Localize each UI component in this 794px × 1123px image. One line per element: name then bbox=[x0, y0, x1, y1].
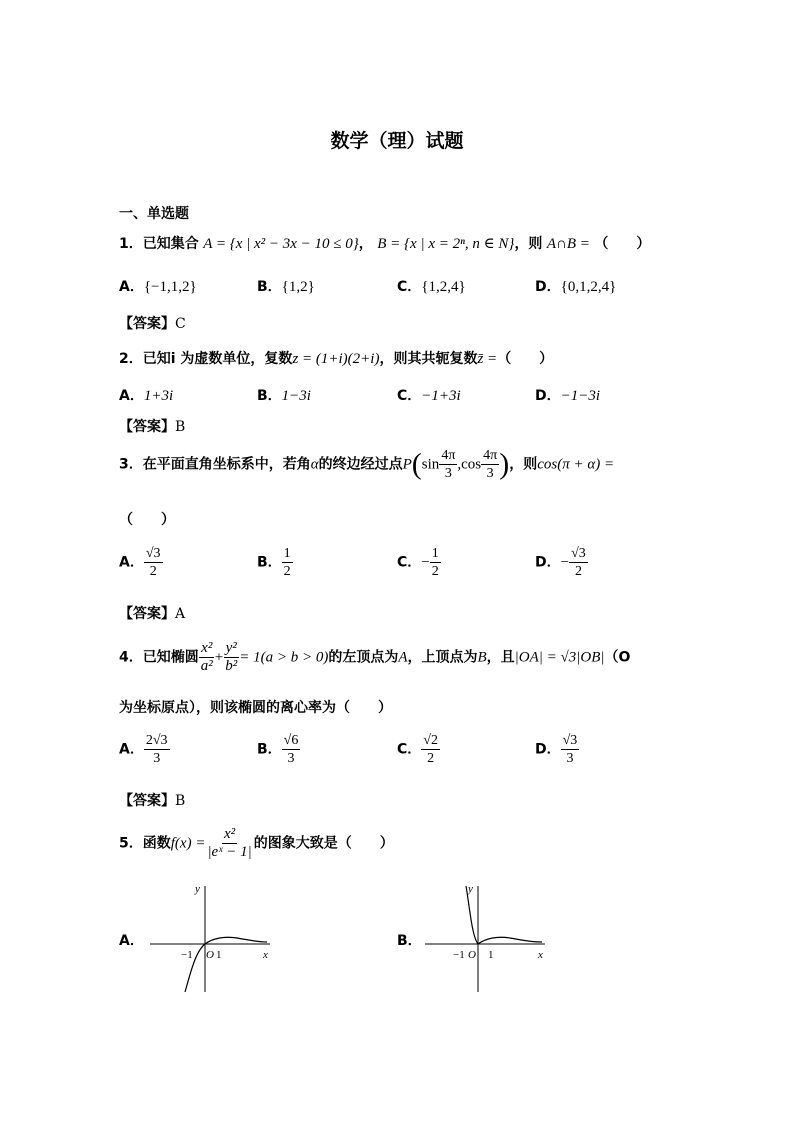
numerator: √2 bbox=[423, 733, 438, 748]
denominator: a² bbox=[200, 658, 213, 674]
point-p: P bbox=[402, 456, 412, 473]
option-d bbox=[535, 385, 600, 405]
section-heading: 一、单选题 bbox=[119, 206, 189, 222]
tick-label-neg1: −1 bbox=[453, 949, 465, 961]
question-text: 为坐标原点），则该椭圆的离心率为（ ） bbox=[119, 700, 392, 716]
denominator: b² bbox=[225, 658, 238, 674]
option-label: D． bbox=[535, 741, 561, 758]
fraction bbox=[199, 640, 215, 675]
numerator: √6 bbox=[283, 733, 299, 748]
option-d bbox=[535, 732, 579, 767]
option-value: −1−3i bbox=[560, 388, 601, 404]
numerator: 1 bbox=[283, 546, 291, 561]
answer-1 bbox=[119, 313, 186, 333]
graph-b bbox=[420, 880, 550, 995]
denominator: 3 bbox=[153, 751, 161, 766]
option-c bbox=[397, 545, 441, 580]
option-fraction bbox=[421, 732, 440, 767]
option-c bbox=[397, 385, 461, 405]
cos-expr: cos(π + α) = bbox=[537, 456, 615, 473]
option-fraction bbox=[430, 545, 441, 580]
answer-prefix: 【答案】 bbox=[119, 316, 175, 332]
numerator: y² bbox=[225, 640, 237, 656]
option-label: A． bbox=[119, 554, 144, 571]
option-a bbox=[119, 385, 173, 405]
option-c bbox=[397, 732, 440, 767]
question-text: ，则其共轭复数 bbox=[379, 351, 478, 367]
option-fraction bbox=[282, 732, 301, 767]
answer-value: B bbox=[175, 419, 186, 435]
question-number: 3． bbox=[119, 456, 143, 473]
graph-a bbox=[145, 880, 275, 995]
x-label: x bbox=[263, 949, 268, 961]
question-4: 4．已知椭圆 $\frac{\text{x²}}{\text{a²}}$ + $\frac{\text{y²}}{\text{b²}}$ = 1(a > b > 0)的左顶点为A，上顶点为B，且|OA| = √3|OB|（O bbox=[119, 640, 631, 674]
fraction bbox=[205, 826, 253, 861]
question-text: 在平面直角坐标系中，若角 bbox=[142, 456, 311, 473]
denominator: 3 bbox=[444, 466, 452, 481]
function-expr: f(x) = bbox=[170, 835, 206, 852]
option-b bbox=[257, 732, 300, 767]
answer-3 bbox=[119, 603, 185, 623]
option-value: {1,2,4} bbox=[421, 279, 466, 295]
denominator: 3 bbox=[486, 466, 494, 481]
numerator: √3 bbox=[562, 733, 578, 748]
denominator: 2 bbox=[283, 564, 291, 579]
question-4-line-2 bbox=[119, 697, 392, 717]
answer-2 bbox=[119, 416, 185, 436]
function-curve bbox=[466, 886, 542, 944]
denominator: 2 bbox=[574, 564, 582, 579]
numerator: √3 bbox=[571, 546, 586, 561]
denominator: 3 bbox=[566, 751, 574, 766]
question-text: ，上顶点为 bbox=[407, 649, 478, 666]
question-text: 已知椭圆 bbox=[142, 649, 199, 666]
question-text: 函数 bbox=[142, 835, 171, 852]
question-number: 2． bbox=[119, 351, 143, 367]
answer-paren-line bbox=[119, 509, 175, 529]
numerator: 4π bbox=[483, 448, 498, 463]
option-label: C． bbox=[397, 554, 422, 571]
option-fraction bbox=[144, 545, 163, 580]
set-b-expr: B = {x | x = 2ⁿ, n ∈ N} bbox=[377, 236, 515, 252]
option-label: A． bbox=[119, 388, 144, 404]
question-number: 4． bbox=[119, 649, 143, 666]
option-label: B． bbox=[397, 933, 422, 949]
option-value: 1+3i bbox=[143, 388, 174, 404]
option-a bbox=[119, 545, 163, 580]
option-sign: − bbox=[421, 554, 430, 571]
function-curve bbox=[185, 937, 267, 992]
option-value: {1,2} bbox=[281, 279, 315, 295]
numerator: 2√3 bbox=[145, 733, 168, 748]
denominator: |eˣ − 1| bbox=[207, 844, 252, 860]
answer-paren: （ ） bbox=[119, 512, 175, 528]
graph-option-b bbox=[397, 930, 422, 950]
alpha-symbol: α bbox=[310, 456, 319, 473]
option-fraction bbox=[569, 545, 588, 580]
intersection-expr: A∩B = bbox=[546, 236, 590, 252]
option-label: D． bbox=[535, 554, 561, 571]
answer-prefix: 【答案】 bbox=[119, 793, 175, 809]
option-value: 1−3i bbox=[281, 388, 311, 404]
question-3: 3．在平面直角坐标系中，若角α的终边经过点P(sin $\frac{4\pi}{3}$ ,cos $\frac{4\pi}{3}$ )，则cos(π + α) = bbox=[119, 447, 615, 481]
fraction bbox=[223, 640, 239, 675]
option-fraction bbox=[282, 545, 293, 580]
option-b bbox=[257, 545, 293, 580]
graph-option-a bbox=[119, 930, 144, 950]
answer-4 bbox=[119, 790, 185, 810]
option-label: A． bbox=[119, 933, 144, 949]
tick-label-1: 1 bbox=[216, 949, 222, 961]
denominator: 2 bbox=[149, 564, 157, 579]
option-value: {0,1,2,4} bbox=[560, 279, 617, 295]
complex-expr: z = (1+i)(2+i) bbox=[292, 351, 380, 367]
question-text: ，则 bbox=[509, 456, 538, 473]
distance-condition: |OA| = √3|OB| bbox=[514, 649, 605, 666]
option-c bbox=[397, 276, 466, 296]
numerator: x² bbox=[201, 640, 213, 656]
question-text: 的终边经过点 bbox=[318, 456, 403, 473]
denominator: 2 bbox=[427, 751, 435, 766]
option-label: B． bbox=[257, 388, 282, 404]
point-b: B bbox=[477, 649, 487, 666]
option-label: D． bbox=[535, 279, 561, 295]
option-b bbox=[257, 276, 315, 296]
conjugate-expr: z̄ = bbox=[477, 351, 498, 367]
option-label: C． bbox=[397, 279, 422, 295]
point-a: A bbox=[398, 649, 408, 666]
option-label: B． bbox=[257, 279, 282, 295]
numerator: 1 bbox=[431, 546, 439, 561]
answer-value: C bbox=[175, 316, 186, 332]
origin-label: O bbox=[468, 949, 476, 961]
question-text: 的左顶点为 bbox=[328, 649, 399, 666]
option-a bbox=[119, 276, 197, 296]
set-a-expr: A = {x | x² − 3x − 10 ≤ 0} bbox=[203, 236, 359, 252]
numerator: √3 bbox=[145, 546, 161, 561]
y-label: y bbox=[195, 883, 200, 895]
sin-label: sin bbox=[421, 456, 440, 473]
option-label: D． bbox=[535, 388, 561, 404]
ellipse-condition: = 1(a > b > 0) bbox=[239, 649, 329, 666]
option-label: C． bbox=[397, 388, 422, 404]
question-number: 5． bbox=[119, 835, 143, 852]
answer-prefix: 【答案】 bbox=[119, 606, 175, 622]
option-label: B． bbox=[257, 741, 282, 758]
question-5 bbox=[119, 826, 394, 861]
option-value: −1+3i bbox=[421, 388, 461, 404]
numerator: x² bbox=[223, 826, 236, 842]
question-text: ，且 bbox=[486, 649, 515, 666]
denominator: 3 bbox=[287, 751, 295, 766]
y-label: y bbox=[468, 883, 473, 895]
fraction bbox=[439, 447, 457, 482]
question-1 bbox=[119, 233, 650, 253]
option-a bbox=[119, 732, 170, 767]
page-title: 数学（理）试题 bbox=[330, 130, 464, 152]
question-2 bbox=[119, 348, 553, 368]
numerator: 4π bbox=[441, 448, 456, 463]
question-number: 1． bbox=[119, 236, 143, 252]
answer-value: A bbox=[175, 606, 186, 622]
answer-paren: （ ） bbox=[594, 236, 651, 252]
option-label: B． bbox=[257, 554, 282, 571]
denominator: 2 bbox=[431, 564, 439, 579]
option-sign: − bbox=[560, 554, 570, 571]
option-label: A． bbox=[119, 279, 144, 295]
option-value: {−1,1,2} bbox=[143, 279, 197, 295]
option-label: A． bbox=[119, 741, 144, 758]
option-d bbox=[535, 545, 588, 580]
answer-prefix: 【答案】 bbox=[119, 419, 175, 435]
question-text: ，则 bbox=[514, 236, 543, 252]
question-text: （O bbox=[604, 649, 631, 666]
tick-label-neg1: −1 bbox=[181, 949, 193, 961]
option-label: C． bbox=[397, 741, 422, 758]
fraction bbox=[481, 447, 499, 482]
option-fraction bbox=[561, 732, 580, 767]
separator: ， bbox=[358, 236, 373, 252]
question-text: 已知i 为虚数单位，复数 bbox=[142, 351, 293, 367]
question-text: 已知集合 bbox=[142, 236, 199, 252]
option-fraction bbox=[144, 732, 170, 767]
question-text: 的图象大致是（ ） bbox=[253, 835, 394, 852]
x-label: x bbox=[538, 949, 543, 961]
origin-label: O bbox=[206, 949, 214, 961]
cos-label: cos bbox=[461, 456, 482, 473]
answer-paren: （ ） bbox=[497, 351, 554, 367]
option-d bbox=[535, 276, 616, 296]
option-b bbox=[257, 385, 311, 405]
tick-label-1: 1 bbox=[488, 949, 494, 961]
answer-value: B bbox=[175, 793, 186, 809]
